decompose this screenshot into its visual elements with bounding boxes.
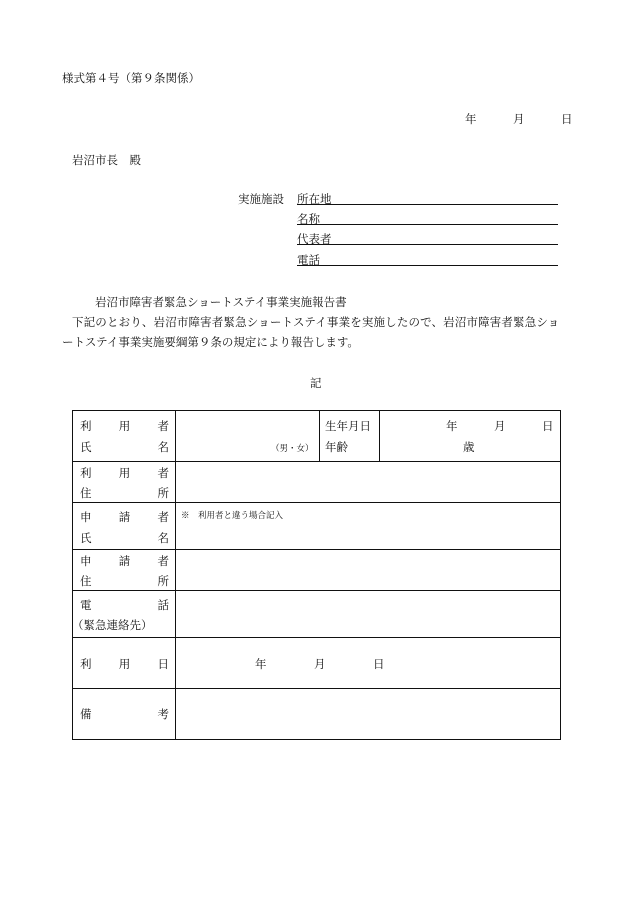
facility-field-address: 所在地 [297,192,332,206]
applicant-name-label-top [80,509,169,525]
label-char: 考 [157,707,169,721]
label-char: 用 [118,657,131,671]
table-hline [72,590,560,591]
birth-year-unit: 年 [446,419,458,433]
facility-field-representative: 代表者 [297,232,332,246]
ki-heading: 記 [310,376,322,390]
user-address-label-bottom [80,485,169,501]
user-name-label-top [80,418,169,434]
gender-field: （男・女） [271,444,314,454]
date-day-label: 日 [561,112,573,126]
user-address-label-top [80,465,169,481]
phone-sub-label: （緊急連絡先） [72,618,153,632]
use-date-label [80,656,169,672]
user-name-label-bottom [80,439,169,455]
label-char: 利 [80,657,92,671]
label-char: 者 [157,554,169,568]
table-hline [72,637,560,638]
applicant-name-label-bottom [80,530,169,546]
label-char: 名 [157,440,169,454]
birth-date-label: 生年月日 [325,419,371,433]
facility-address-line [297,204,558,205]
table-hline [72,502,560,503]
table-hline [72,688,560,689]
body-text-line-2: ートステイ事業実施要綱第９条の規定により報告します。 [62,335,359,349]
age-unit: 歳 [463,440,475,454]
label-char: 利 [80,466,92,480]
label-char: 請 [118,510,131,524]
use-day-unit: 日 [373,657,385,671]
facility-name-line [297,224,558,225]
phone-label [80,597,169,613]
body-text-line-1: 下記のとおり、岩沼市障害者緊急ショートステイ事業を実施したので、岩沼市障害者緊急ショ [72,315,560,329]
label-char: 用 [118,466,131,480]
label-char: 者 [157,466,169,480]
remarks-label [80,706,169,722]
label-char: 住 [80,486,92,500]
label-char: 者 [157,419,169,433]
table-vline [379,410,380,461]
facility-field-name: 名称 [297,212,320,226]
label-char: 用 [118,419,131,433]
table-vline [319,410,320,461]
label-char: 所 [157,574,169,588]
label-char: 氏 [80,440,92,454]
age-label: 年齢 [325,440,348,454]
facility-representative-line [297,244,558,245]
label-char: 請 [118,554,131,568]
applicant-address-label-bottom [80,573,169,589]
table-vline [175,410,176,739]
label-char: 住 [80,574,92,588]
label-char: 申 [80,554,92,568]
table-hline [72,461,560,462]
label-char: 話 [157,598,169,612]
facility-field-phone: 電話 [297,253,320,267]
facility-phone-line [297,265,558,266]
label-char: 者 [157,510,169,524]
birth-day-unit: 日 [542,419,554,433]
addressee: 岩沼市長 殿 [72,153,141,167]
label-char: 氏 [80,531,92,545]
label-char: 備 [80,707,92,721]
label-char: 名 [157,531,169,545]
label-char: 申 [80,510,92,524]
date-month-label: 月 [513,112,525,126]
label-char: 所 [157,486,169,500]
applicant-note: ※ 利用者と違う場合記入 [181,511,284,521]
document-title: 岩沼市障害者緊急ショートステイ事業実施報告書 [95,295,347,309]
applicant-address-label-top [80,553,169,569]
birth-month-unit: 月 [494,419,506,433]
form-number: 様式第４号（第９条関係） [62,71,200,85]
use-month-unit: 月 [314,657,326,671]
table-hline [72,549,560,550]
use-year-unit: 年 [255,657,267,671]
label-char: 日 [157,657,169,671]
label-char: 電 [80,598,92,612]
facility-label: 実施施設 [238,192,284,206]
label-char: 利 [80,419,92,433]
date-year-label: 年 [465,112,477,126]
